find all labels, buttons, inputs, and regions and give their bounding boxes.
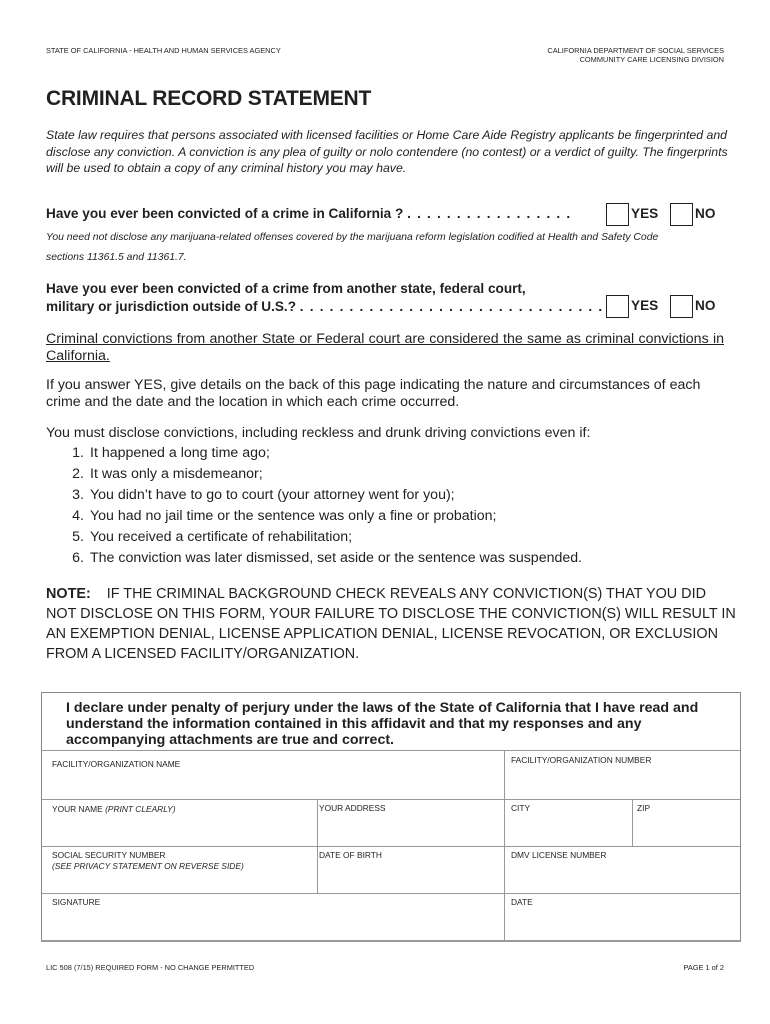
zip-label: ZIP [637, 803, 651, 813]
signature-label: SIGNATURE [52, 897, 101, 907]
your-name-label: YOUR NAME (PRINT CLEARLY) [52, 804, 176, 814]
facility-name-label: FACILITY/ORGANIZATION NAME [52, 759, 181, 769]
facility-number-label: FACILITY/ORGANIZATION NUMBER [511, 755, 652, 765]
city-field[interactable] [505, 800, 632, 846]
zip-field[interactable] [633, 800, 741, 846]
dmv-license-field[interactable] [505, 847, 741, 893]
marijuana-note-line1: You need not disclose any marijuana-related offenses covered by the marijuana reform legislation codified at Health and Safety Code [46, 232, 659, 243]
disclose-intro: You must disclose convictions, including reckless and drunk driving convictions even if: [46, 425, 591, 441]
page-title: CRIMINAL RECORD STATEMENT [46, 87, 372, 110]
form-number: LIC 508 (7/15) REQUIRED FORM - NO CHANGE PERMITTED [46, 963, 255, 972]
division-name: COMMUNITY CARE LICENSING DIVISION [579, 55, 724, 64]
your-name-field[interactable] [41, 800, 317, 846]
question1-no-checkbox[interactable] [670, 203, 693, 226]
facility-number-field[interactable] [505, 750, 741, 799]
intro-paragraph: State law requires that persons associated with licensed facilities or Home Care Aide Registry applicants be fingerprinted and disclose any conviction. A conviction is any plea of guilty or nolo contendere (no contest) or a verdict of guilty. The fingerprints will be used to obtain a copy of any criminal history you may have. [46, 128, 728, 175]
list-item: 4. You had no jail time or the sentence was only a fine or probation; [72, 508, 497, 524]
dob-label: DATE OF BIRTH [319, 850, 382, 860]
warning-text: IF THE CRIMINAL BACKGROUND CHECK REVEALS ANY CONVICTION(S) THAT YOU DID NOT DISCLOSE ON THIS FORM, YOUR FAILURE TO DISCLOSE THE CONVICTION(S) WILL RESULT IN AN EXEMPTION DENIAL, LICENSE APPLICATION DENIAL, LICENSE REVOCATION, OR EXCLUSION FROM A LICENSED FACILITY/ORGANIZATION. [46, 586, 736, 662]
question2-line2 [46, 298, 603, 316]
dmv-license-label: DMV LICENSE NUMBER [511, 850, 607, 860]
your-address-label: YOUR ADDRESS [319, 803, 386, 813]
department-header [547, 46, 724, 64]
page-number: PAGE 1 of 2 [683, 963, 724, 972]
warning-note [46, 584, 736, 664]
ssn-field[interactable] [41, 847, 317, 893]
question2-label: military or jurisdiction outside of U.S.? [46, 299, 296, 314]
question2-dots: . . . . . . . . . . . . . . . . . . . . . . . . . . . . . . . [299, 299, 604, 314]
question2-no-label: NO [695, 298, 716, 313]
signature-field[interactable] [41, 894, 504, 940]
your-address-field[interactable] [318, 800, 504, 846]
list-item: 1. It happened a long time ago; [72, 445, 270, 461]
question1-yes-label: YES [631, 206, 659, 221]
department-name: CALIFORNIA DEPARTMENT OF SOCIAL SERVICES [547, 46, 724, 55]
facility-name-field[interactable] [41, 750, 504, 799]
marijuana-note-line2: sections 11361.5 and 11361.7. [46, 252, 187, 263]
question2-no-checkbox[interactable] [670, 295, 693, 318]
question1-label: Have you ever been convicted of a crime in California ? [46, 206, 404, 221]
out-of-state-note: Criminal convictions from another State or Federal court are considered the same as criminal convictions in California. [46, 331, 724, 364]
question1-dots: . . . . . . . . . . . . . . . . . [407, 206, 572, 221]
list-item: 6. The conviction was later dismissed, set aside or the sentence was suspended. [72, 550, 583, 566]
question1-text [46, 205, 571, 223]
declaration-text: I declare under penalty of perjury under the laws of the State of California that I have read and understand the information contained in this affidavit and that my responses and any accompanying attachments are true and correct. [66, 700, 699, 748]
date-field[interactable] [505, 894, 741, 940]
warning-label: NOTE: [46, 586, 91, 602]
question2-yes-checkbox[interactable] [606, 295, 629, 318]
list-item: 3. You didn’t have to go to court (your attorney went for you); [72, 487, 455, 503]
date-label: DATE [511, 897, 533, 907]
list-item: 5. You received a certificate of rehabilitation; [72, 529, 353, 545]
ssn-label: SOCIAL SECURITY NUMBER (SEE PRIVACY STATEMENT ON REVERSE SIDE) [52, 850, 244, 871]
list-item: 2. It was only a misdemeanor; [72, 466, 263, 482]
agency-header: STATE OF CALIFORNIA - HEALTH AND HUMAN SERVICES AGENCY [46, 46, 281, 55]
dob-field[interactable] [318, 847, 504, 893]
question2-yes-label: YES [631, 298, 659, 313]
details-paragraph: If you answer YES, give details on the back of this page indicating the nature and circumstances of each crime and the date and the location in which each crime occurred. [46, 377, 701, 410]
question1-yes-checkbox[interactable] [606, 203, 629, 226]
question1-no-label: NO [695, 206, 716, 221]
city-label: CITY [511, 803, 531, 813]
question2-line1: Have you ever been convicted of a crime from another state, federal court, [46, 281, 526, 296]
